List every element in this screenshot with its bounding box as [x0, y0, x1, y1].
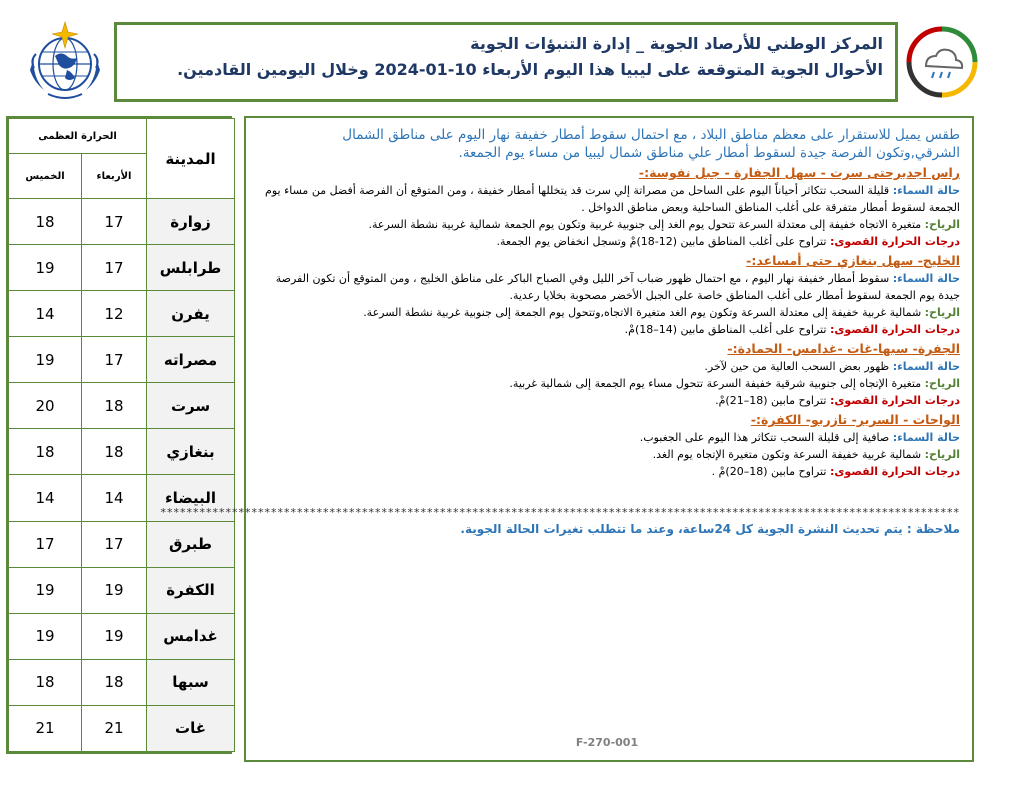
city-name: يفرن [147, 291, 235, 337]
wind-label: الرياح: [924, 448, 960, 461]
city-name: سرت [147, 383, 235, 429]
region-section [258, 409, 960, 480]
form-code: F-270-001 [575, 736, 639, 749]
temp-text: تتراوح مابين (18–20)مْ . [711, 465, 830, 478]
temp-wednesday: 17 [82, 337, 147, 383]
update-note: ملاحظة : يتم تحديث النشرة الجوية كل 24ساعة، وعند ما تتطلب تغيرات الحالة الجوية. [460, 522, 960, 536]
header-subtitle: الأحوال الجوية المتوقعة على ليبيا هذا اليوم الأربعاء 10-01-2024 وخلال اليومين القادمين. [177, 60, 883, 79]
region-title: الواحات - السرير- تازربو- الكفرة:- [750, 412, 960, 427]
forecast-intro: طقس يميل للاستقرار على معظم مناطق البلاد ، مع احتمال سقوط أمطار خفيفة نهار اليوم على مناطق الشمال الشرقي,وتكون الفرصة جيدة لسقوط أمطار علي مناطق شمال ليبيا من مساء يوم الجمعة. [342, 127, 960, 161]
temp-wednesday: 18 [82, 429, 147, 475]
temp-thursday: 18 [9, 429, 82, 475]
sky-label: حالة السماء: [892, 360, 960, 373]
temp-wednesday: 21 [82, 705, 147, 751]
temp-thursday: 18 [9, 659, 82, 705]
wind-label: الرياح: [924, 306, 960, 319]
city-name: غدامس [147, 613, 235, 659]
region-section [258, 338, 960, 409]
table-row [9, 705, 235, 751]
city-name: طبرق [147, 521, 235, 567]
temp-wednesday: 17 [82, 199, 147, 245]
temperature-table [6, 116, 232, 754]
nmc-logo [904, 24, 980, 100]
sky-text: قليلة السحب تتكاثر أحياناً اليوم على الساحل من مصراتة إلي سرت قد يتخللها أمطار خفيفة ، ومن المتوقع أن الفرصة أفضل من مساء يوم الجمعة لسقوط أمطار متفرقة على أغلب المناطق الساحلية وبعض مناطق الدواخل . [265, 184, 960, 214]
wind-text: شمالية غربية خفيفة السرعة وتكون متغيرة الإتجاه يوم الغد. [652, 448, 925, 461]
header-day-wednesday: الأربعاء [82, 154, 147, 199]
sky-text: صافية إلى قليلة السحب تتكاثر هذا اليوم على الجغبوب. [639, 431, 893, 444]
header-day-thursday: الخميس [9, 154, 82, 199]
wind-text: متغيرة الاتجاه خفيفة إلى معتدلة السرعة تتحول يوم الغد إلى جنوبية غربية وتكون يوم الجمعة شمالية غربية نشطة السرعة. [368, 218, 925, 231]
city-name: زوارة [147, 199, 235, 245]
temp-thursday: 18 [9, 199, 82, 245]
wmo-logo [22, 18, 108, 104]
sky-text: سقوط أمطار خفيفة نهار اليوم ، مع احتمال ظهور ضباب آخر الليل وفي الصباح الباكر على مناطق الخليج ، ومن المتوقع أن تكون الفرصة جيدة يوم الجمعة لسقوط أمطار على أغلب المناطق خاصة على الجبل الأخضر مصحوبة بخلايا رعدية. [275, 272, 960, 302]
table-row [9, 613, 235, 659]
sky-label: حالة السماء: [892, 431, 960, 444]
table-row [9, 199, 235, 245]
temp-wednesday: 18 [82, 659, 147, 705]
temp-wednesday: 17 [82, 521, 147, 567]
temp-wednesday: 19 [82, 567, 147, 613]
region-section [258, 250, 960, 338]
header-title-box [114, 22, 898, 102]
table-row [9, 521, 235, 567]
city-name: طرابلس [147, 245, 235, 291]
table-row [9, 659, 235, 705]
city-name: مصراته [147, 337, 235, 383]
temp-wednesday: 18 [82, 383, 147, 429]
temp-label: درجات الحرارة القصوى: [829, 394, 960, 407]
city-name: بنغازي [147, 429, 235, 475]
table-row [9, 291, 235, 337]
table-row [9, 245, 235, 291]
city-name: البيضاء [147, 475, 235, 521]
sky-text: ظهور بعض السحب العالية من حين لآخر. [704, 360, 893, 373]
table-row [9, 429, 235, 475]
header-title: المركز الوطني للأرصاد الجوية _ إدارة التنبؤات الجوية [470, 34, 883, 53]
temp-thursday: 14 [9, 291, 82, 337]
temp-thursday: 19 [9, 613, 82, 659]
temp-thursday: 19 [9, 567, 82, 613]
table-row [9, 567, 235, 613]
temp-wednesday: 14 [82, 475, 147, 521]
table-row [9, 337, 235, 383]
wind-text: متغيرة الإتجاه إلى جنوبية شرقية خفيفة السرعة تتحول مساء يوم الجمعة إلى شمالية غربية. [509, 377, 925, 390]
header-city: المدينة [147, 119, 235, 199]
temp-thursday: 21 [9, 705, 82, 751]
wind-label: الرياح: [924, 218, 960, 231]
temp-wednesday: 12 [82, 291, 147, 337]
temp-thursday: 19 [9, 245, 82, 291]
region-title: الخليج- سهل بنغازي حتى أمساعد:- [746, 253, 960, 268]
temp-text: تتراوح على أغلب المناطق مابين (14–18)مْ. [624, 323, 830, 336]
wind-label: الرياح: [924, 377, 960, 390]
sky-label: حالة السماء: [892, 184, 960, 197]
temp-thursday: 19 [9, 337, 82, 383]
temp-wednesday: 19 [82, 613, 147, 659]
table-row [9, 383, 235, 429]
region-section [258, 162, 960, 250]
temp-label: درجات الحرارة القصوى: [829, 323, 960, 336]
region-title: راس اجديرحتى سرت - سهل الجفارة - جبل نفوسة:- [638, 165, 960, 180]
city-name: غات [147, 705, 235, 751]
temp-text: تتراوح على أغلب المناطق مابين (12-18)مْ وتسجل انخفاض يوم الجمعة. [496, 235, 830, 248]
temp-thursday: 14 [9, 475, 82, 521]
separator-line: *************************************************************************************************************************** [160, 506, 960, 519]
header-max-temp: الحرارة العظمى [9, 119, 147, 154]
temp-text: تتراوح مابين (18–21)مْ. [715, 394, 830, 407]
temp-thursday: 17 [9, 521, 82, 567]
city-name: الكفرة [147, 567, 235, 613]
temp-label: درجات الحرارة القصوى: [829, 465, 960, 478]
wind-text: شمالية غربية خفيفة إلى معتدلة السرعة وتكون يوم الغد متغيرة الاتجاه,وتتحول يوم الجمعة إلى جنوبية غربية نشطة السرعة. [363, 306, 925, 319]
region-title: الجفرة- سبها-غات -غدامس- الحمادة:- [727, 341, 960, 356]
temp-wednesday: 17 [82, 245, 147, 291]
sky-label: حالة السماء: [892, 272, 960, 285]
city-name: سبها [147, 659, 235, 705]
temp-thursday: 20 [9, 383, 82, 429]
temp-label: درجات الحرارة القصوى: [829, 235, 960, 248]
